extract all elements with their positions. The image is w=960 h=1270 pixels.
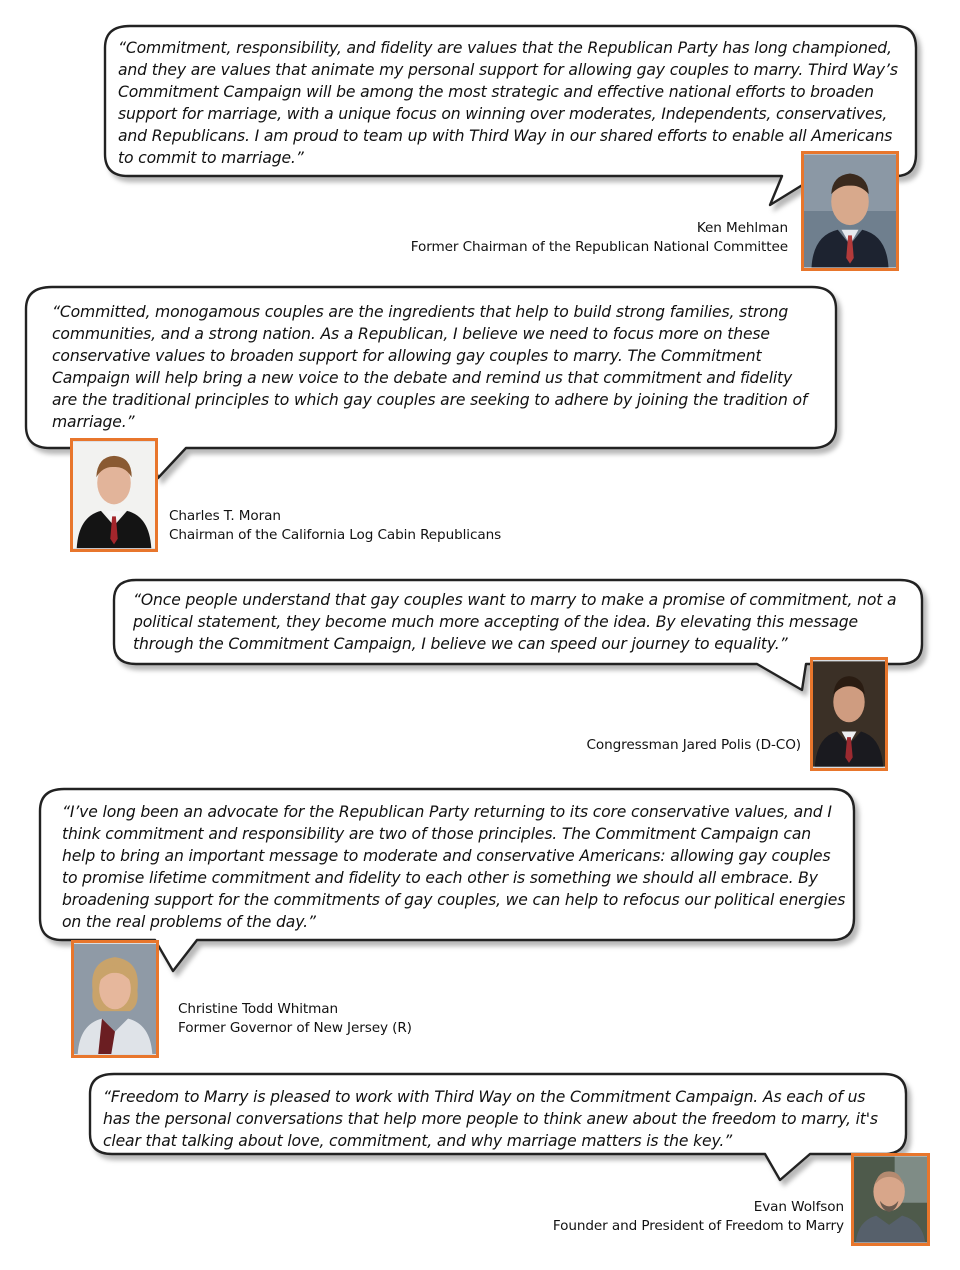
portrait-image [813, 660, 885, 768]
speaker-title: Chairman of the California Log Cabin Republicans [169, 527, 502, 543]
attribution [440, 736, 801, 755]
speaker-name: Charles T. Moran [169, 508, 281, 524]
photo-christine-todd-whitman [71, 940, 159, 1058]
speaker-name: Congressman Jared Polis (D-CO) [586, 737, 801, 753]
portrait-image [804, 154, 896, 268]
quote-text: “I’ve long been an advocate for the Republican Party returning to its core conservative values, and I think commitment and responsibility are two of those principles. The Commitment Campaign can help to bring an important message to moderate and conservative Americans: allowing gay couples to promise lifetime commitment and fidelity to each other is something we should all embrace. By broadening support for the commitments of gay couples, we can help to refocus our political energies on the real problems of the day.” [62, 803, 846, 931]
quote-text: “Committed, monogamous couples are the ingredients that help to build strong families, strong communities, and a strong nation. As a Republican, I believe we need to focus more on these conservative values to broaden support for allowing gay couples to marry. The Commitment Campaign will help bring a new voice to the debate and remind us that commitment and fidelity are the traditional principles to which gay couples are seeking to adhere by joining the tradition of marriage.” [52, 303, 808, 431]
speaker-title: Former Governor of New Jersey (R) [178, 1020, 412, 1036]
photo-jared-polis [810, 657, 888, 771]
portrait-image [73, 441, 155, 549]
quote-text: “Commitment, responsibility, and fidelity are values that the Republican Party has long championed, and they are values that animate my personal support for allowing gay couples to marry. Third Way’s Commitment Campaign will be among the most strategic and effective national efforts to broaden support for marriage, with a unique focus on winning over moderates, Independents, conservatives, and Republicans. I am proud to team up with Third Way in our shared efforts to enable all Americans to commit to marriage.” [118, 39, 898, 167]
speaker-title: Founder and President of Freedom to Marry [552, 1218, 844, 1234]
photo-evan-wolfson [851, 1153, 930, 1246]
attribution [330, 219, 788, 257]
speaker-name: Christine Todd Whitman [178, 1001, 339, 1017]
speaker-name: Evan Wolfson [753, 1199, 844, 1215]
speaker-name: Ken Mehlman [696, 220, 788, 236]
speaker-title: Former Chairman of the Republican National Committee [410, 239, 788, 255]
quote-text: “Freedom to Marry is pleased to work with Third Way on the Commitment Campaign. As each of us has the personal conversations that help more people to think anew about the freedom to marry, it's clear that talking about love, commitment, and why marriage matters is the key.” [103, 1088, 878, 1150]
portrait-image [74, 943, 156, 1055]
attribution [420, 1198, 844, 1236]
portrait-image [854, 1156, 927, 1243]
attribution [178, 1000, 598, 1038]
photo-ken-mehlman [801, 151, 899, 271]
quote-text: “Once people understand that gay couples want to marry to make a promise of commitment, not a political statement, they become much more accepting of the idea. By elevating this message through the Commitment Campaign, I believe we can speed our journey to equality.” [133, 591, 897, 653]
attribution [169, 507, 589, 545]
photo-charles-t-moran [70, 438, 158, 552]
